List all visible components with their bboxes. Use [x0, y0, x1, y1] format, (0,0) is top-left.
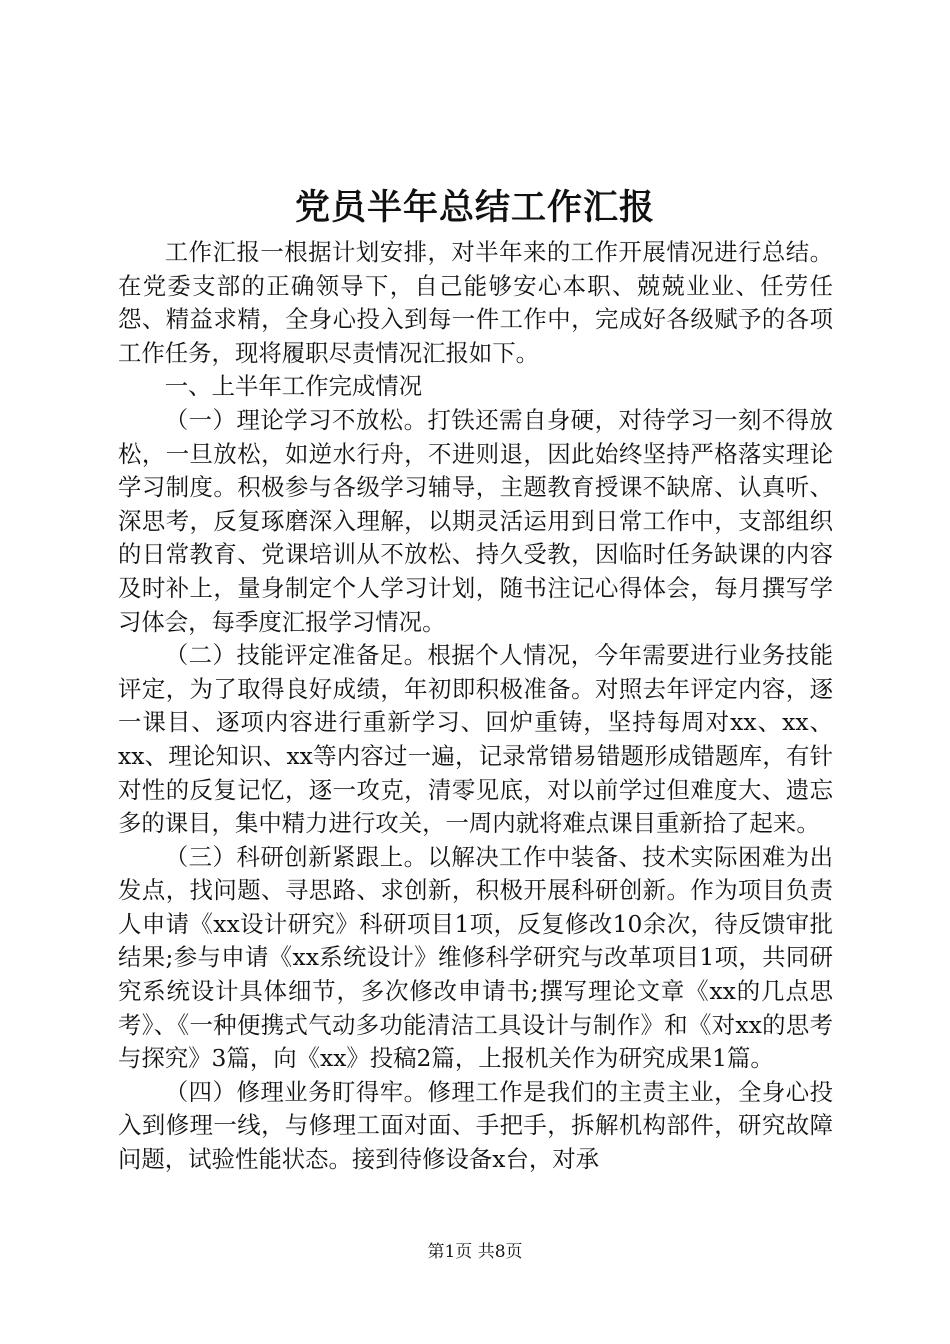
document-title: 党员半年总结工作汇报: [294, 187, 655, 228]
section-heading: 一、上半年工作完成情况: [164, 372, 423, 401]
page-number: 第1页 共8页: [427, 1242, 523, 1262]
paragraph-research-innovation: （三）科研创新紧跟上。以解决工作中装备、技术实际困难为出发点，找问题、寻思路、求创新，积极开展科研创新。作为项目负责人申请《xx设计研究》科研项目1项，反复修改10余次，待反馈审批结果;参与申请《xx系统设计》维修科学研究与改革项目1项，共同研究系统设计具体细节，多次修改申请书;撰写理论文章《xx的几点思考》、《一种便携式气动多功能清洁工具设计与制作》和《对xx的思考与探究》3篇，向《xx》投稿2篇，上报机关作为研究成果1篇。: [118, 842, 833, 1073]
document-body: [118, 236, 833, 1177]
paragraph-skill-assessment: （二）技能评定准备足。根据个人情况，今年需要进行业务技能评定，为了取得良好成绩，年初即积极准备。对照去年评定内容，逐一课目、逐项内容进行重新学习、回炉重铸，坚持每周对xx、xx、xx、理论知识、xx等内容过一遍，记录常错易错题形成错题库，有针对性的反复记忆，逐一攻克，清零见底，对以前学过但难度大、遗忘多的课目，集中精力进行攻关，一周内就将难点课目重新拾了起来。: [118, 641, 833, 838]
paragraph-theory-study: （一）理论学习不放松。打铁还需自身硬，对待学习一刻不得放松，一旦放松，如逆水行舟，不进则退，因此始终坚持严格落实理论学习制度。积极参与各级学习辅导，主题教育授课不缺席、认真听、深思考，反复琢磨深入理解，以期灵活运用到日常工作中，支部组织的日常教育、党课培训从不放松、持久受教，因临时任务缺课的内容及时补上，量身制定个人学习计划，随书注记心得体会，每月撰写学习体会，每季度汇报学习情况。: [118, 405, 833, 636]
intro-paragraph: 工作汇报一根据计划安排，对半年来的工作开展情况进行总结。在党委支部的正确领导下，自己能够安心本职、兢兢业业、任劳任怨、精益求精，全身心投入到每一件工作中，完成好各级赋予的各项工作任务，现将履职尽责情况汇报如下。: [118, 238, 833, 367]
paragraph-repair-work: （四）修理业务盯得牢。修理工作是我们的主责主业，全身心投入到修理一线，与修理工面对面、手把手，拆解机构部件，研究故障问题，试验性能状态。接到待修设备x台，对承: [118, 1077, 833, 1174]
